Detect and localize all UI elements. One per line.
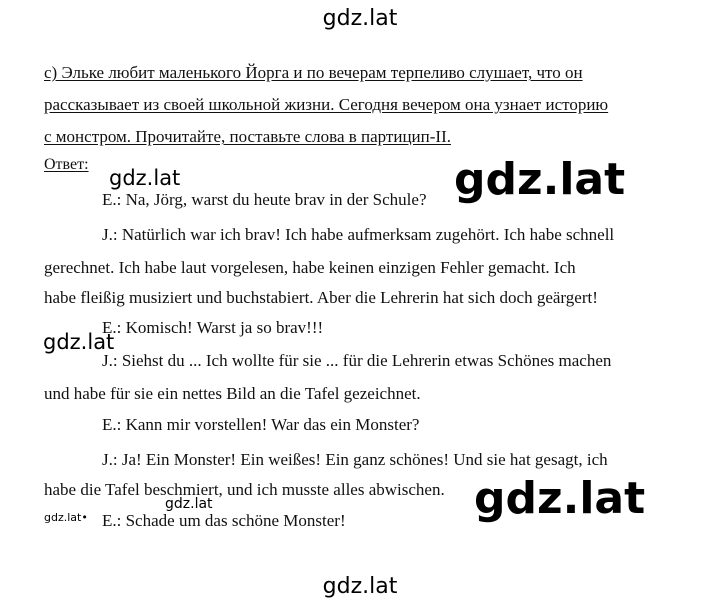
watermark-tiny: gdz.lat• <box>44 511 88 524</box>
dialogue-line: E.: Schade um das schöne Monster! <box>102 511 346 530</box>
watermark-small: gdz.lat <box>109 166 181 190</box>
dialogue-line: E.: Na, Jörg, warst du heute brav in der Schule? <box>102 190 427 209</box>
dialogue-line: E.: Komisch! Warst ja so brav!!! <box>102 318 324 337</box>
dialogue-line: und habe für sie ein nettes Bild an die Tafel gezeichnet. <box>44 384 421 403</box>
dialogue-line: J.: Ja! Ein Monster! Ein weißes! Ein ganz schönes! Und sie hat gesagt, ich <box>102 450 608 469</box>
dialogue-line: J.: Natürlich war ich brav! Ich habe aufmerksam zugehört. Ich habe schnell <box>102 225 615 244</box>
dialogue-line: E.: Kann mir vorstellen! War das ein Monster? <box>102 415 420 434</box>
dialogue-line: habe die Tafel beschmiert, und ich musste alles abwischen. <box>44 480 445 499</box>
dialogue-line: J.: Siehst du ... Ich wollte für sie ... für die Lehrerin etwas Schönes machen <box>102 351 612 370</box>
watermark-small: gdz.lat <box>43 330 115 354</box>
watermark-large: gdz.lat <box>474 473 646 524</box>
task-line-1: с) Эльке любит маленького Йорга и по вечерам терпеливо слушает, что он <box>44 63 583 82</box>
task-line-2: рассказывает из своей школьной жизни. Сегодня вечером она узнает историю <box>44 95 609 114</box>
watermark-bottom: gdz.lat <box>322 574 398 599</box>
watermark-small: gdz.lat <box>165 496 213 512</box>
task-line-3: с монстром. Прочитайте, поставьте слова в партицип-II. <box>44 127 451 146</box>
dialogue-line: gerechnet. Ich habe laut vorgelesen, habe keinen einzigen Fehler gemacht. Ich <box>44 258 576 277</box>
watermark-top: gdz.lat <box>322 6 398 31</box>
answer-label: Ответ: <box>44 156 89 173</box>
dialogue-line: habe fleißig musiziert und buchstabiert. Aber die Lehrerin hat sich doch geärgert! <box>44 288 598 307</box>
watermark-large: gdz.lat <box>454 154 626 205</box>
